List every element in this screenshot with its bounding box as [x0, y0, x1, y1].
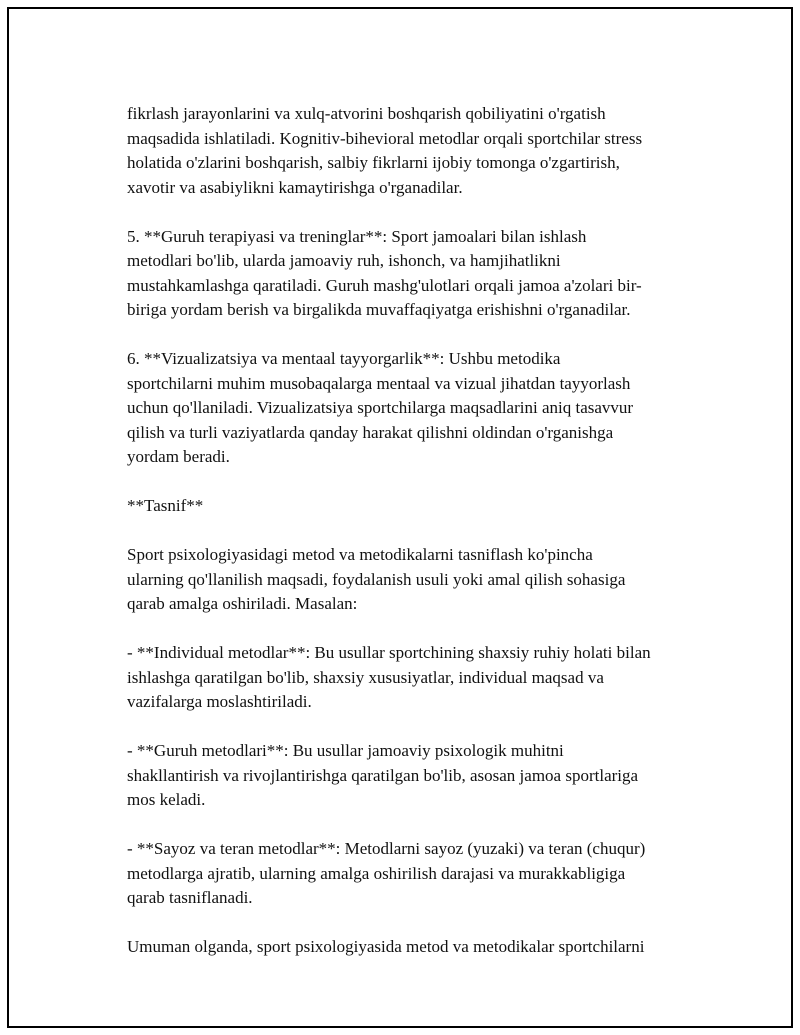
text-line: qarab amalga oshiriladi. Masalan:: [127, 594, 358, 613]
text-line: qilish va turli vaziyatlarda qanday harakat qilishni oldindan o'rganishga: [127, 422, 614, 442]
text-line: fikrlash jarayonlarini va xulq-atvorini boshqarish qobiliyatini o'rgatish: [127, 104, 606, 123]
text-line: uchun qo'llaniladi. Vizualizatsiya sportchilarga maqsadlarini aniq tasavvur: [127, 398, 634, 417]
text-line: qarab tasniflanadi.: [127, 888, 253, 907]
text-line: biriga yordam berish va birgalikda muvaffaqiyatga erishishni o'rganadilar.: [127, 300, 631, 319]
paragraph-conclusion-start: [127, 935, 707, 960]
text-line: maqsadida ishlatiladi. Kognitiv-bihevioral metodlar orqali sportchilar stress: [127, 128, 643, 148]
text-line: metodlari bo'lib, ularda jamoaviy ruh, ishonch, va hamjihatlikni: [127, 251, 561, 270]
document-body: [127, 102, 707, 984]
paragraph-cbt-continuation: [127, 102, 707, 200]
text-line: xavotir va asabiylikni kamaytirishga o'rganadilar.: [127, 177, 463, 197]
text-line: ishlashga qaratilgan bo'lib, shaxsiy xususiyatlar, individual maqsad va: [127, 667, 604, 687]
list-item-group-methods: [127, 739, 707, 813]
text-line: - **Individual metodlar**: Bu usullar sportchining shaxsiy ruhiy holati bilan: [127, 643, 651, 662]
text-line: shakllantirish va rivojlantirishga qaratilgan bo'lib, asosan jamoa sportlariga: [127, 765, 639, 785]
list-item-individual-methods: [127, 641, 707, 715]
list-item-shallow-deep-methods: [127, 837, 707, 911]
text-line: - **Sayoz va teran metodlar**: Metodlarni sayoz (yuzaki) va teran (chuqur): [127, 839, 646, 858]
text-line: sportchilarni muhim musobaqalarga mentaal va vizual jihatdan tayyorlash: [127, 373, 631, 393]
text-line: vazifalarga moslashtiriladi.: [127, 692, 312, 711]
text-line: 5. **Guruh terapiyasi va treninglar**: Sport jamoalari bilan ishlash: [127, 226, 587, 246]
section-heading-tasnif: [127, 494, 707, 519]
text-line: Sport psixologiyasidagi metod va metodikalarni tasniflash ko'pincha: [127, 545, 593, 564]
paragraph-group-therapy: [127, 225, 707, 323]
paragraph-visualization: [127, 347, 707, 470]
text-line: mustahkamlashga qaratiladi. Guruh mashg'ulotlari orqali jamoa a'zolari bir-: [127, 275, 642, 295]
text-line: **Tasnif**: [127, 496, 204, 515]
page-frame: [7, 7, 793, 1028]
paragraph-classification-intro: [127, 543, 707, 617]
text-line: metodlarga ajratib, ularning amalga oshirilish darajasi va murakkabligiga: [127, 863, 626, 883]
text-line: - **Guruh metodlari**: Bu usullar jamoaviy psixologik muhitni: [127, 741, 564, 760]
text-line: yordam beradi.: [127, 447, 230, 466]
text-line: holatida o'zlarini boshqarish, salbiy fikrlarni ijobiy tomonga o'zgartirish,: [127, 153, 620, 172]
text-line: Umuman olganda, sport psixologiyasida metod va metodikalar sportchilarni: [127, 937, 645, 956]
text-line: 6. **Vizualizatsiya va mentaal tayyorgarlik**: Ushbu metodika: [127, 349, 561, 368]
text-line: mos keladi.: [127, 790, 206, 809]
text-line: ularning qo'llanilish maqsadi, foydalanish usuli yoki amal qilish sohasiga: [127, 569, 626, 589]
